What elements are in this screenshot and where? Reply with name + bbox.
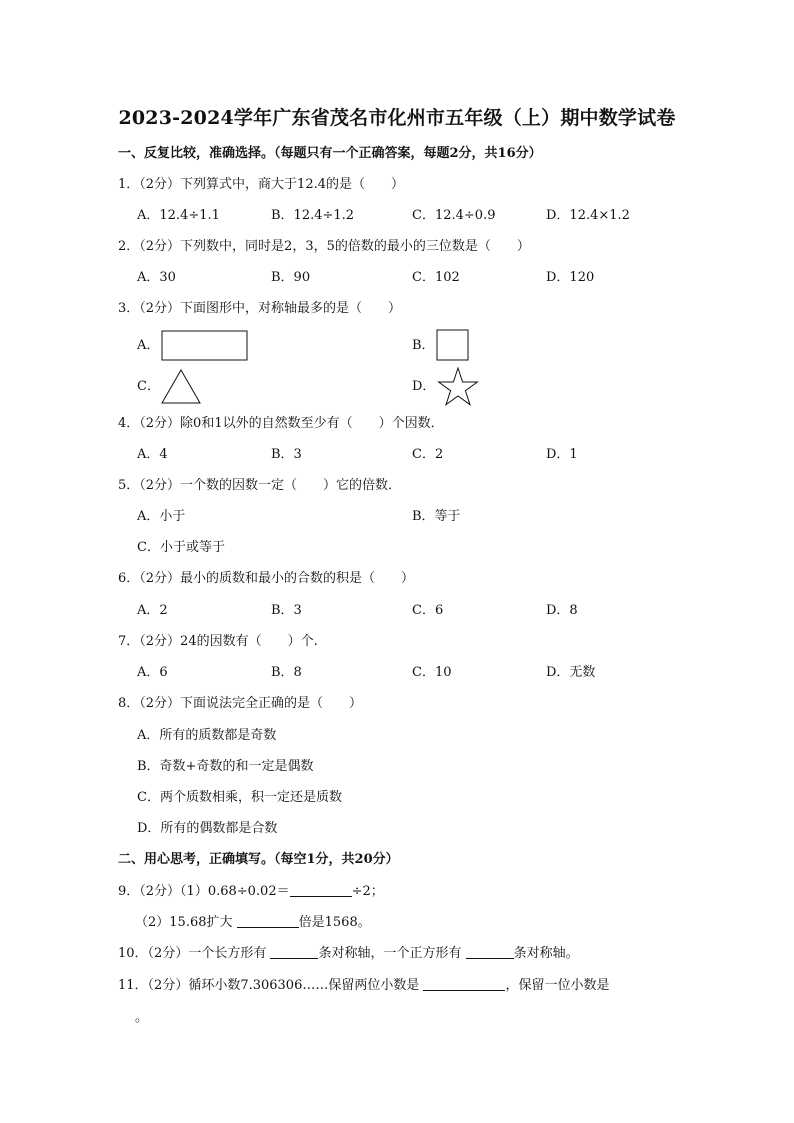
q8-option-d[interactable]: D．所有的偶数都是合数 [137,821,278,836]
rectangle-figure [161,330,249,362]
section-2-heading: 二、用心思考，正确填写。（每空1分，共20分） [118,852,399,867]
q3-option-d[interactable]: D． [412,379,436,394]
q9-part2-text-a: （2）15.68扩大 [135,915,233,930]
question-11-end [135,1009,148,1027]
q9-blank-1[interactable] [290,882,352,897]
q1-option-d[interactable]: D．12.4×1.2 [546,208,630,223]
q8-option-a[interactable]: A．所有的质数都是奇数 [137,728,277,743]
question-5-stem: 5．（2分）一个数的因数一定（ ）它的倍数． [118,478,402,493]
q9-part1-text-b: ÷2； [351,884,384,899]
q9-part1-text-a: 9．（2分）（1）0.68÷0.02＝ [118,884,290,899]
q4-option-b[interactable]: B．3 [271,447,302,462]
exam-title: 2023-2024学年广东省茂名市化州市五年级（上）期中数学试卷 [118,107,676,129]
question-11 [118,976,610,995]
q11-text-c: 。 [135,1010,149,1025]
q4-option-d[interactable]: D．1 [546,447,578,462]
question-3-stem: 3．（2分）下面图形中，对称轴最多的是（ ） [118,301,402,316]
question-9-part-1 [118,882,384,901]
q1-option-b[interactable]: B．12.4÷1.2 [271,208,355,223]
q6-option-a[interactable]: A．2 [137,603,168,618]
q7-option-a[interactable]: A．6 [137,665,168,680]
q2-option-d[interactable]: D．120 [546,270,595,285]
q4-option-c[interactable]: C．2 [412,447,444,462]
question-4-stem: 4．（2分）除0和1以外的自然数至少有（ ）个因数． [118,416,444,431]
q5-option-c[interactable]: C．小于或等于 [137,540,225,555]
q2-option-c[interactable]: C．102 [412,270,460,285]
q9-part2-text-b: 倍是1568。 [298,915,371,930]
square-figure [436,329,470,362]
q1-option-c[interactable]: C．12.4÷0.9 [412,208,496,223]
q7-option-d[interactable]: D．无数 [546,665,596,680]
q3-option-b[interactable]: B． [412,338,435,353]
q7-option-c[interactable]: C．10 [412,665,452,680]
q8-option-b[interactable]: B．奇数+奇数的和一定是偶数 [137,759,314,774]
q3-option-a[interactable]: A． [137,338,160,353]
q5-option-b[interactable]: B．等于 [412,509,461,524]
q11-text-b: ，保留一位小数是 [505,978,610,993]
q7-option-b[interactable]: B．8 [271,665,302,680]
q10-text-c: 条对称轴。 [513,946,579,961]
q11-blank-1[interactable] [423,976,505,991]
q9-blank-2[interactable] [237,913,299,928]
q10-text-a: 10．（2分）一个长方形有 [118,946,267,961]
star-figure [437,366,479,408]
q10-blank-1[interactable] [270,944,318,959]
q4-option-a[interactable]: A．4 [137,447,168,462]
question-8-stem: 8．（2分）下面说法完全正确的是（ ） [118,696,363,711]
question-1-stem: 1．（2分）下列算式中，商大于12.4的是（ ） [118,177,404,192]
q6-option-b[interactable]: B．3 [271,603,302,618]
q3-option-c[interactable]: C． [137,379,160,394]
q5-option-a[interactable]: A．小于 [137,509,186,524]
q6-option-d[interactable]: D．8 [546,603,578,618]
question-2-stem: 2．（2分）下列数中，同时是2，3，5的倍数的最小的三位数是（ ） [118,239,530,254]
question-9-part-2 [135,913,371,932]
q1-option-a[interactable]: A．12.4÷1.1 [137,208,220,223]
q10-blank-2[interactable] [466,944,514,959]
question-6-stem: 6．（2分）最小的质数和最小的合数的积是（ ） [118,571,415,586]
q6-option-c[interactable]: C．6 [412,603,444,618]
q2-option-a[interactable]: A．30 [137,270,176,285]
q2-option-b[interactable]: B．90 [271,270,311,285]
q10-text-b: 条对称轴，一个正方形有 [318,946,462,961]
question-10 [118,944,579,963]
section-1-heading: 一、反复比较，准确选择。（每题只有一个正确答案，每题2分，共16分） [118,146,542,161]
triangle-figure [161,369,201,404]
q8-option-c[interactable]: C．两个质数相乘，积一定还是质数 [137,790,342,805]
q11-text-a: 11．（2分）循环小数7.306306……保留两位小数是 [118,978,420,993]
question-7-stem: 7．（2分）24的因数有（ ）个. [118,634,318,649]
